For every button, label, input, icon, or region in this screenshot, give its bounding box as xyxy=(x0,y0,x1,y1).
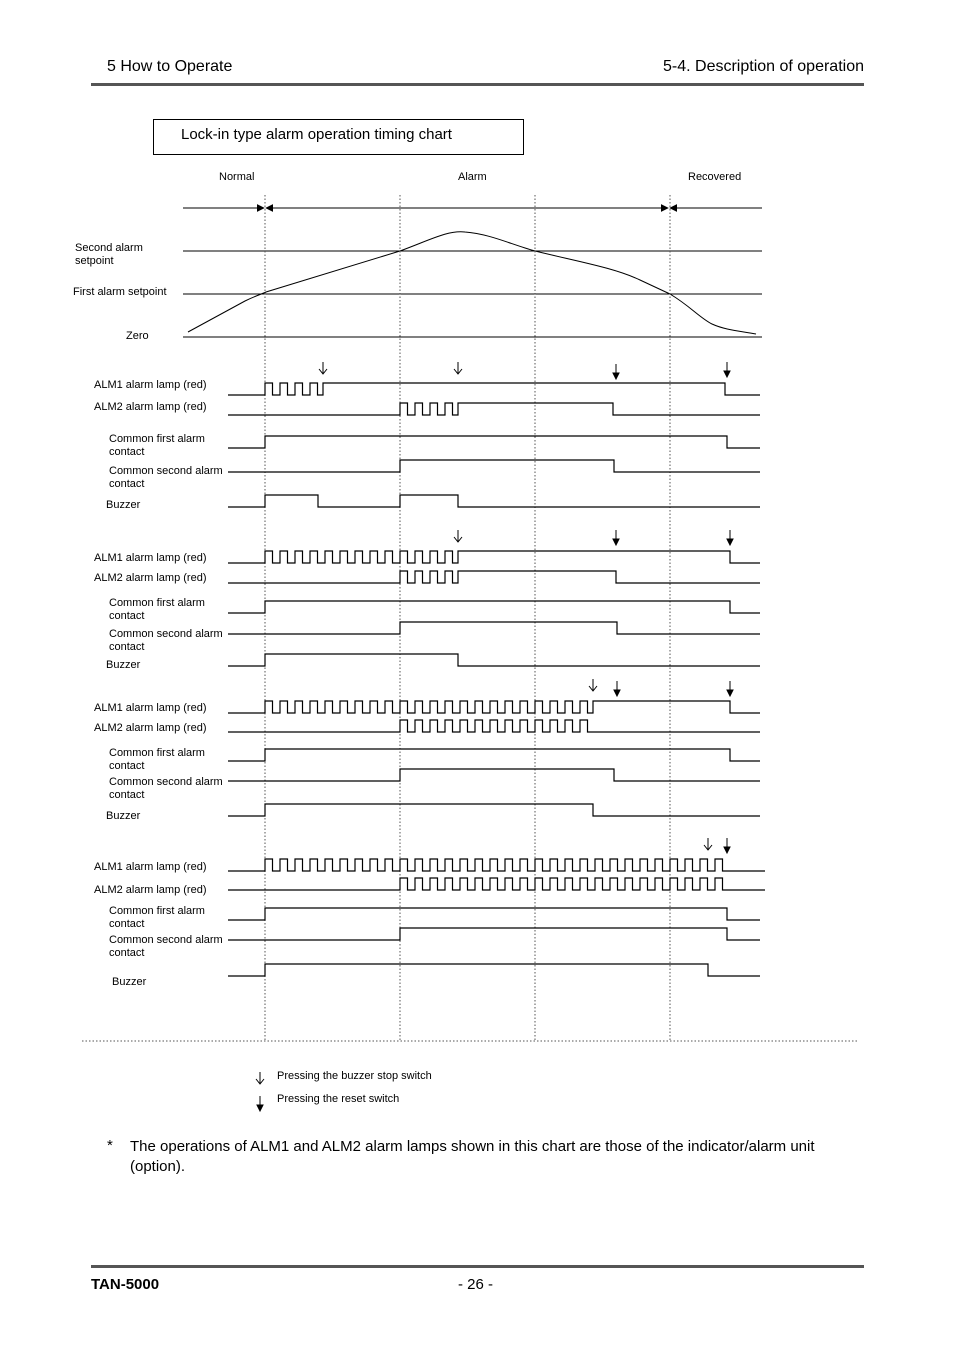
common-first-waveform xyxy=(228,749,760,761)
reset-arrow-head-icon xyxy=(613,539,619,545)
common-second-waveform xyxy=(228,622,760,634)
label-second-setpoint: Second alarm setpoint xyxy=(75,242,143,267)
buzzer-waveform xyxy=(228,495,760,507)
buzzer-stop-arrow-icon xyxy=(256,1072,264,1084)
label-alm2: ALM2 alarm lamp (red) xyxy=(94,401,207,413)
note-marker: * xyxy=(107,1137,113,1154)
legend-buzzer-stop: Pressing the buzzer stop switch xyxy=(277,1070,432,1082)
label-buzzer: Buzzer xyxy=(106,499,141,511)
label-common-second: Common second alarm contact xyxy=(109,628,223,653)
common-first-waveform xyxy=(228,436,760,448)
buzzer-waveform xyxy=(228,964,760,976)
buzzer-waveform xyxy=(228,654,760,666)
common-second-waveform xyxy=(228,769,760,781)
reset-arrow-head-icon xyxy=(727,690,733,696)
label-common-second: Common second alarm contact xyxy=(109,934,223,959)
label-first-setpoint: First alarm setpoint xyxy=(73,286,167,298)
reset-arrow-head-icon xyxy=(727,539,733,545)
alm2-waveform xyxy=(228,878,765,890)
process-value-curve xyxy=(188,232,756,334)
phase-label-recovered: Recovered xyxy=(688,171,742,183)
legend-reset: Pressing the reset switch xyxy=(277,1093,400,1105)
reset-arrow-head-icon xyxy=(257,1105,263,1111)
label-alm1: ALM1 alarm lamp (red) xyxy=(94,379,207,391)
label-common-first: Common first alarm contact xyxy=(109,597,205,622)
label-alm1: ALM1 alarm lamp (red) xyxy=(94,861,207,873)
buzzer-stop-arrow-icon xyxy=(704,838,712,850)
note-text: The operations of ALM1 and ALM2 alarm lamps shown in this chart are those of the indicator/alarm unit (option). xyxy=(130,1138,815,1175)
label-alm2: ALM2 alarm lamp (red) xyxy=(94,572,207,584)
reset-arrow-head-icon xyxy=(724,847,730,853)
label-zero: Zero xyxy=(126,330,149,342)
label-buzzer: Buzzer xyxy=(112,976,147,988)
alm2-waveform xyxy=(228,720,760,732)
label-common-first: Common first alarm contact xyxy=(109,905,205,930)
label-buzzer: Buzzer xyxy=(106,659,141,671)
footer-model: TAN-5000 xyxy=(91,1276,160,1293)
chart-title: Lock-in type alarm operation timing chart xyxy=(181,126,452,143)
buzzer-stop-arrow-icon xyxy=(589,679,597,691)
label-common-first: Common first alarm contact xyxy=(109,433,205,458)
alm2-waveform xyxy=(228,403,760,415)
footer-rule xyxy=(91,1265,864,1268)
label-alm1: ALM1 alarm lamp (red) xyxy=(94,552,207,564)
common-second-waveform xyxy=(228,928,760,940)
buzzer-stop-arrow-icon xyxy=(454,362,462,374)
alm1-waveform xyxy=(228,551,760,563)
common-first-waveform xyxy=(228,908,760,920)
phase-label-alarm: Alarm xyxy=(458,171,487,183)
header-subsection-title: 5-4. Description of operation xyxy=(663,58,864,75)
alm2-waveform xyxy=(228,571,760,583)
label-common-first: Common first alarm contact xyxy=(109,747,205,772)
alm1-waveform xyxy=(228,701,760,713)
phase-label-normal: Normal xyxy=(219,171,255,183)
page-number: - 26 - xyxy=(458,1276,494,1293)
header-section-title: 5 How to Operate xyxy=(107,58,233,75)
alm1-waveform xyxy=(228,383,760,395)
label-alm2: ALM2 alarm lamp (red) xyxy=(94,884,207,896)
buzzer-stop-arrow-icon xyxy=(454,530,462,542)
buzzer-stop-arrow-icon xyxy=(319,362,327,374)
label-alm2: ALM2 alarm lamp (red) xyxy=(94,722,207,734)
label-alm1: ALM1 alarm lamp (red) xyxy=(94,702,207,714)
label-common-second: Common second alarm contact xyxy=(109,465,223,490)
label-common-second: Common second alarm contact xyxy=(109,776,223,801)
reset-arrow-head-icon xyxy=(613,373,619,379)
reset-arrow-head-icon xyxy=(724,371,730,377)
common-second-waveform xyxy=(228,460,760,472)
buzzer-waveform xyxy=(228,804,760,816)
common-first-waveform xyxy=(228,601,760,613)
label-buzzer: Buzzer xyxy=(106,810,141,822)
alm1-waveform xyxy=(228,859,765,871)
reset-arrow-head-icon xyxy=(614,690,620,696)
